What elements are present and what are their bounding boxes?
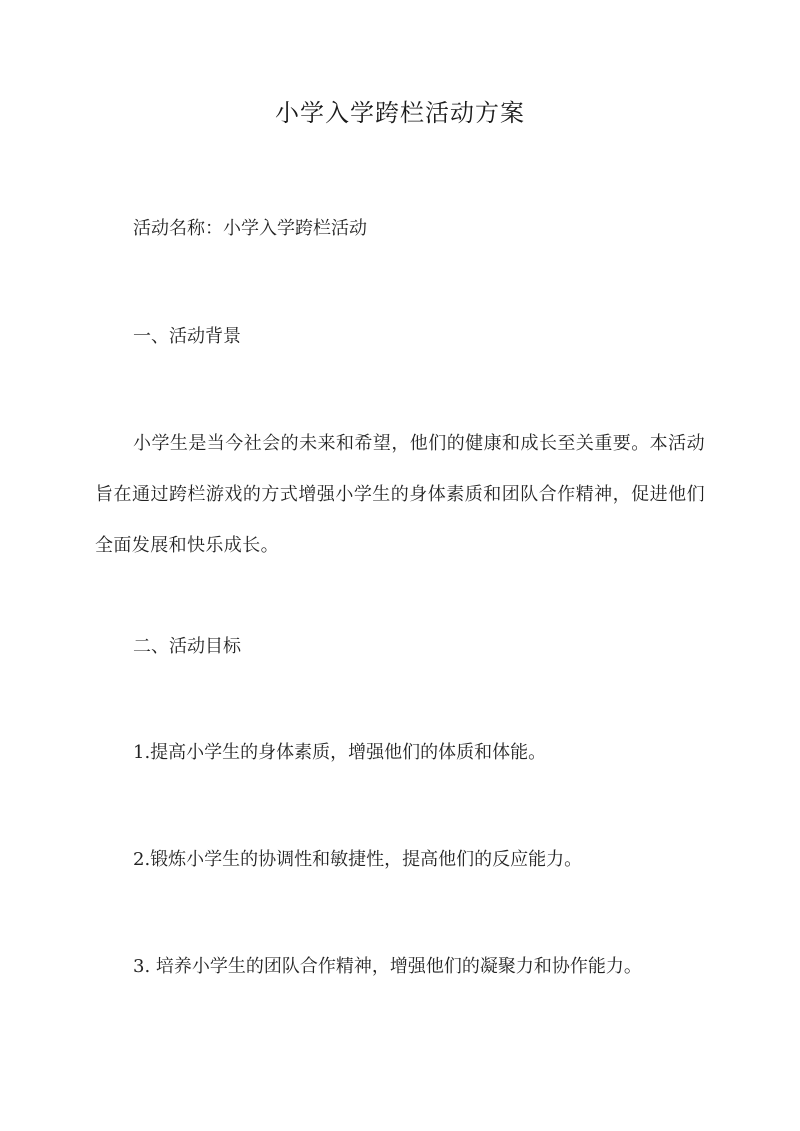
section-heading-goals: 二、活动目标 xyxy=(133,636,241,657)
goal-item-3: 3. 培养小学生的团队合作精神，增强他们的凝聚力和协作能力。 xyxy=(133,956,642,977)
goal-item-1: 1.提高小学生的身体素质，增强他们的体质和体能。 xyxy=(133,742,547,763)
activity-name: 活动名称：小学入学跨栏活动 xyxy=(133,218,367,239)
document-title: 小学入学跨栏活动方案 xyxy=(275,99,525,127)
section-heading-background: 一、活动背景 xyxy=(133,326,241,347)
background-paragraph: 小学生是当今社会的未来和希望，他们的健康和成长至关重要。本活动旨在通过跨栏游戏的方式增强小学生的身体素质和团队合作精神，促进他们全面发展和快乐成长。 xyxy=(95,433,705,556)
goal-item-2: 2.锻炼小学生的协调性和敏捷性，提高他们的反应能力。 xyxy=(133,849,583,870)
